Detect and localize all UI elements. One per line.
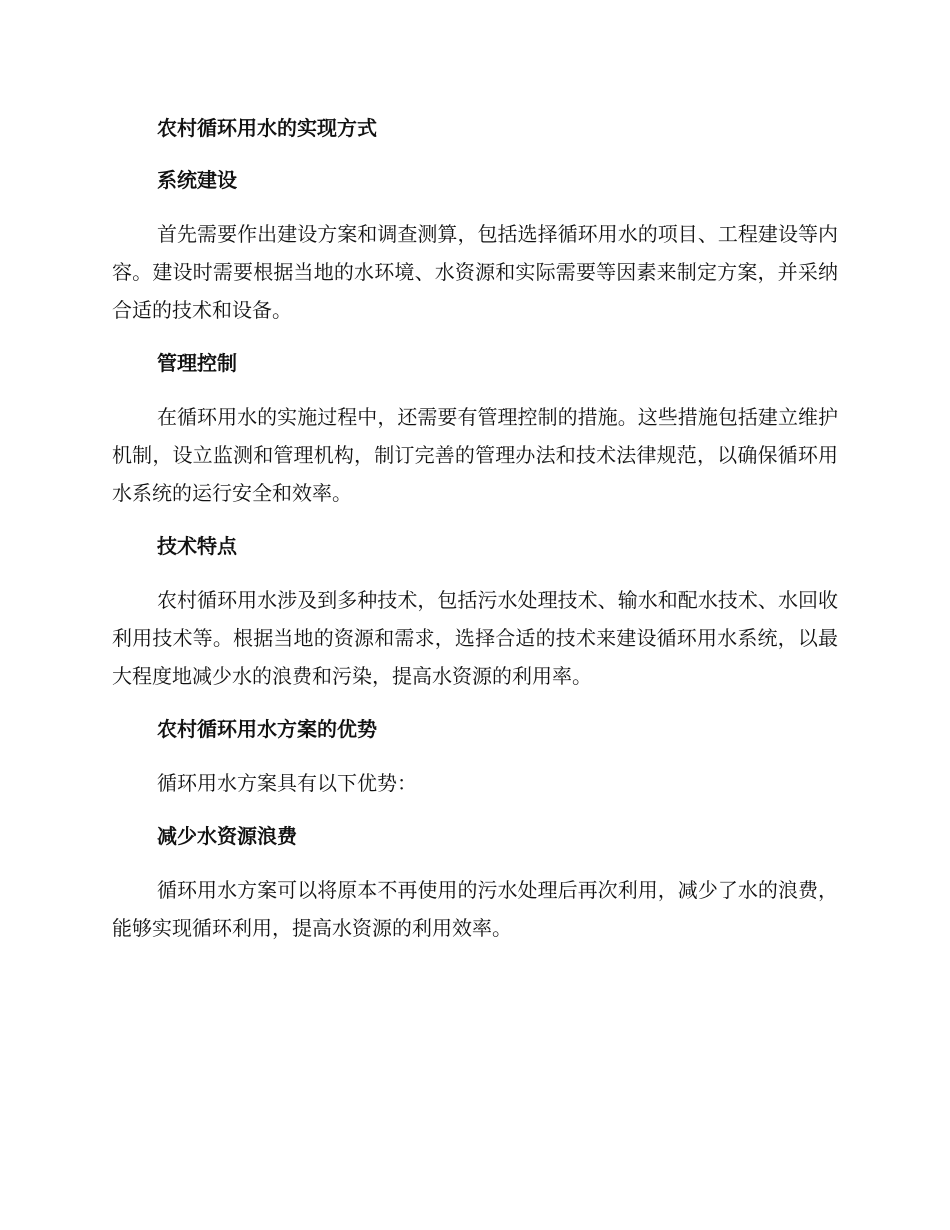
- paragraph-advantages-intro: 循环用水方案具有以下优势：: [157, 771, 417, 795]
- paragraph-reduce-waste: 循环用水方案可以将原本不再使用的污水处理后再次利用，减少了水的浪费，能够实现循环利用，提高水资源的利用效率。: [112, 878, 838, 940]
- subheading-reduce-waste: 减少水资源浪费: [157, 824, 297, 848]
- paragraph-system-construction: 首先需要作出建设方案和调查测算，包括选择循环用水的项目、工程建设等内容。建设时需要根据当地的水环境、水资源和实际需要等因素来制定方案，并采纳合适的技术和设备。: [112, 222, 838, 322]
- subheading-system-construction: 系统建设: [157, 168, 237, 192]
- paragraph-management-control: 在循环用水的实施过程中，还需要有管理控制的措施。这些措施包括建立维护机制，设立监测和管理机构，制订完善的管理办法和技术法律规范，以确保循环用水系统的运行安全和效率。: [112, 405, 838, 505]
- subheading-management-control: 管理控制: [157, 351, 237, 375]
- paragraph-technical-features: 农村循环用水涉及到多种技术，包括污水处理技术、输水和配水技术、水回收利用技术等。根据当地的资源和需求，选择合适的技术来建设循环用水系统，以最大程度地减少水的浪费和污染，提高水资源的利用率。: [112, 588, 838, 688]
- section-title-implementation: 农村循环用水的实现方式: [157, 116, 377, 140]
- section-title-advantages: 农村循环用水方案的优势: [157, 717, 377, 741]
- subheading-technical-features: 技术特点: [157, 534, 237, 558]
